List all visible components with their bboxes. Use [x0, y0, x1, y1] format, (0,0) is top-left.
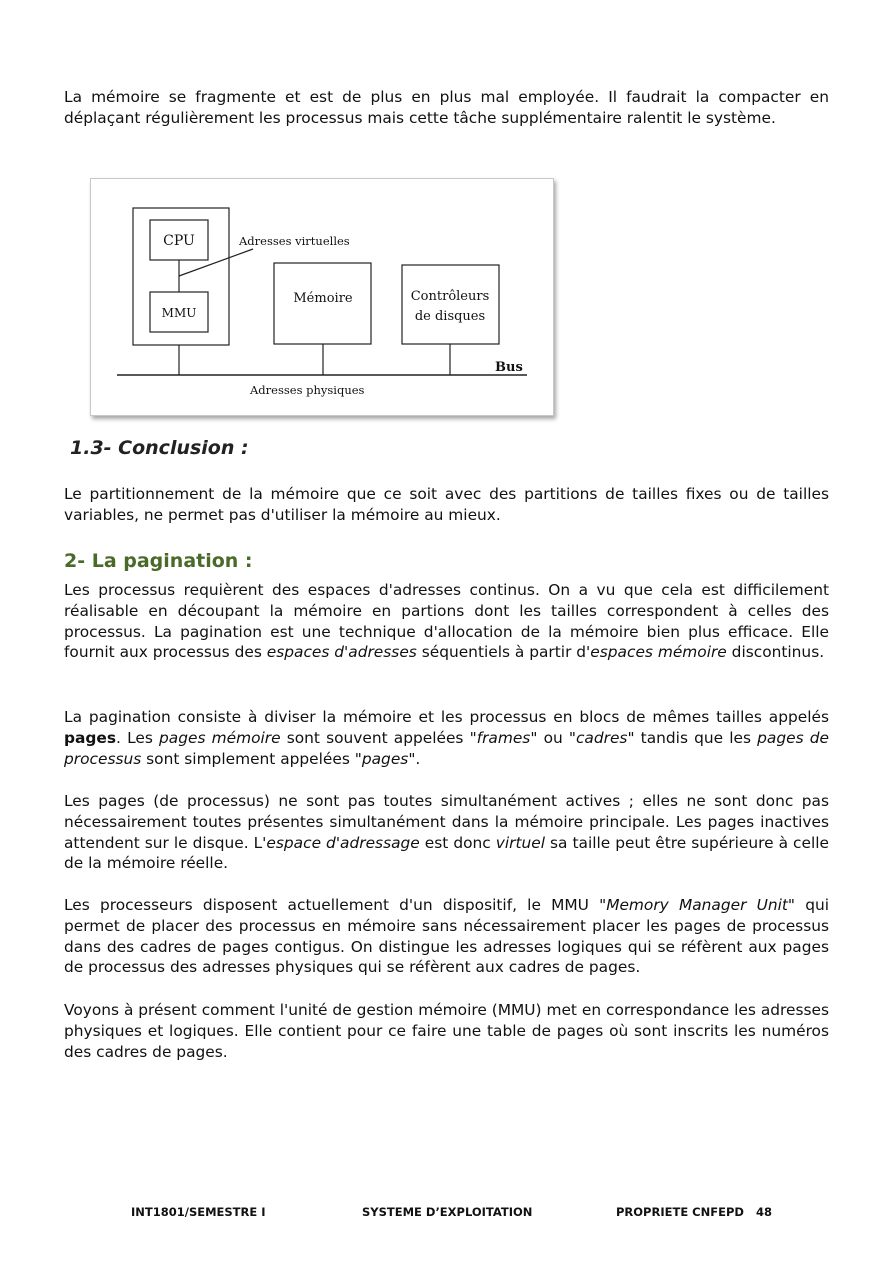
text-run: sont simplement appelées: [141, 749, 355, 768]
emphasis: virtuel: [495, 833, 545, 852]
emphasis: espaces d'adresses: [266, 643, 417, 662]
footer-page-number: 48: [756, 1205, 773, 1219]
physical-address-label: Adresses physiques: [250, 383, 365, 397]
footer-subject: SYSTEME D’EXPLOITATION: [362, 1205, 533, 1219]
text-run: est donc: [419, 833, 496, 852]
footer-course: INT1801/SEMESTRE I: [131, 1205, 266, 1219]
text-run: Les processeurs disposent actuellement d'un dispositif, le MMU: [64, 896, 600, 914]
emphasis: espaces mémoire: [590, 643, 727, 662]
text-run: Les pages (de processus) ne sont pas toutes simultanément actives ; elles ne sont donc pas nécessairement toutes présentes simultanément dans la mémoire principale. Les pages inactives attendent sur le disque. L': [64, 792, 829, 852]
emphasis: "pages": [354, 749, 416, 768]
pagination-paragraph-4: [64, 895, 829, 978]
text-run: sa taille peut être supérieure à celle de la mémoire réelle.: [64, 833, 829, 873]
text-run: ou: [537, 728, 569, 747]
virtual-address-label: Adresses virtuelles: [239, 234, 350, 248]
pagination-paragraph-3: [64, 791, 829, 874]
text-run: .: [415, 749, 421, 768]
disk-controller-label-line2: de disques: [414, 309, 486, 324]
pagination-heading: 2- La pagination :: [64, 550, 253, 572]
intro-paragraph: La mémoire se fragmente et est de plus en plus mal employée. Il faudrait la compacter en déplaçant régulièrement les processus mais cette tâche supplémentaire ralentit le système.: [64, 88, 829, 127]
emphasis: pages de processus: [64, 728, 829, 768]
emphasis: espace d'adressage: [266, 833, 420, 852]
pagination-paragraph-1: [64, 580, 829, 663]
mmu-label: MMU: [161, 306, 197, 320]
cpu-label: CPU: [163, 233, 195, 249]
disk-controller-box: [402, 265, 499, 344]
diagram-svg: [91, 179, 553, 415]
emphasis: pages mémoire: [159, 728, 281, 747]
text-run: La pagination consiste à diviser la mémoire et les processus en blocs de mêmes tailles appelés: [64, 708, 829, 726]
bus-label: Bus: [495, 360, 523, 375]
text-run: séquentiels à partir d': [416, 643, 591, 662]
text-run: sont souvent appelées: [280, 728, 470, 747]
emphasis: "cadres": [568, 728, 635, 747]
conclusion-paragraph: Le partitionnement de la mémoire que ce soit avec des partitions de tailles fixes ou de tailles variables, ne permet pas d'utiliser la mémoire au mieux.: [64, 485, 829, 524]
text-run: qui permet de placer des processus en mémoire sans nécessairement placer les pages de processus dans des cadres de pages contigus. On distingue les adresses logiques qui se réfèrent aux pages de processus des adresses physiques qui se réfèrent aux cadres de pages.: [64, 896, 829, 977]
processor-box: [133, 208, 229, 345]
virtual-address-pointer: [179, 249, 253, 276]
conclusion-heading: 1.3- Conclusion :: [70, 437, 249, 459]
memory-label: Mémoire: [293, 291, 353, 306]
emphasis: "frames": [469, 728, 538, 747]
bold-term: pages: [64, 728, 117, 747]
footer-owner: PROPRIETE CNFEPD: [616, 1205, 744, 1219]
disk-controller-label-line1: Contrôleurs: [410, 289, 490, 304]
text-run: discontinus.: [726, 643, 825, 662]
emphasis: "Memory Manager Unit": [599, 896, 796, 914]
pagination-paragraph-2: [64, 707, 829, 769]
mmu-architecture-diagram: [90, 178, 554, 416]
text-run: . Les: [116, 728, 160, 747]
text-run: Les processus requièrent des espaces d'adresses continus. On a vu que cela est difficilement réalisable en découpant la mémoire en partions dont les tailles correspondent à celles des processus. La pagination est une technique d'allocation de la mémoire bien plus efficace. Elle fournit aux processus des: [64, 581, 829, 662]
text-run: tandis que les: [634, 728, 758, 747]
pagination-paragraph-5: Voyons à présent comment l'unité de gestion mémoire (MMU) met en correspondance les adresses physiques et logiques. Elle contient pour ce faire une table de pages où sont inscrits les numéros des cadres de pages.: [64, 1001, 829, 1061]
